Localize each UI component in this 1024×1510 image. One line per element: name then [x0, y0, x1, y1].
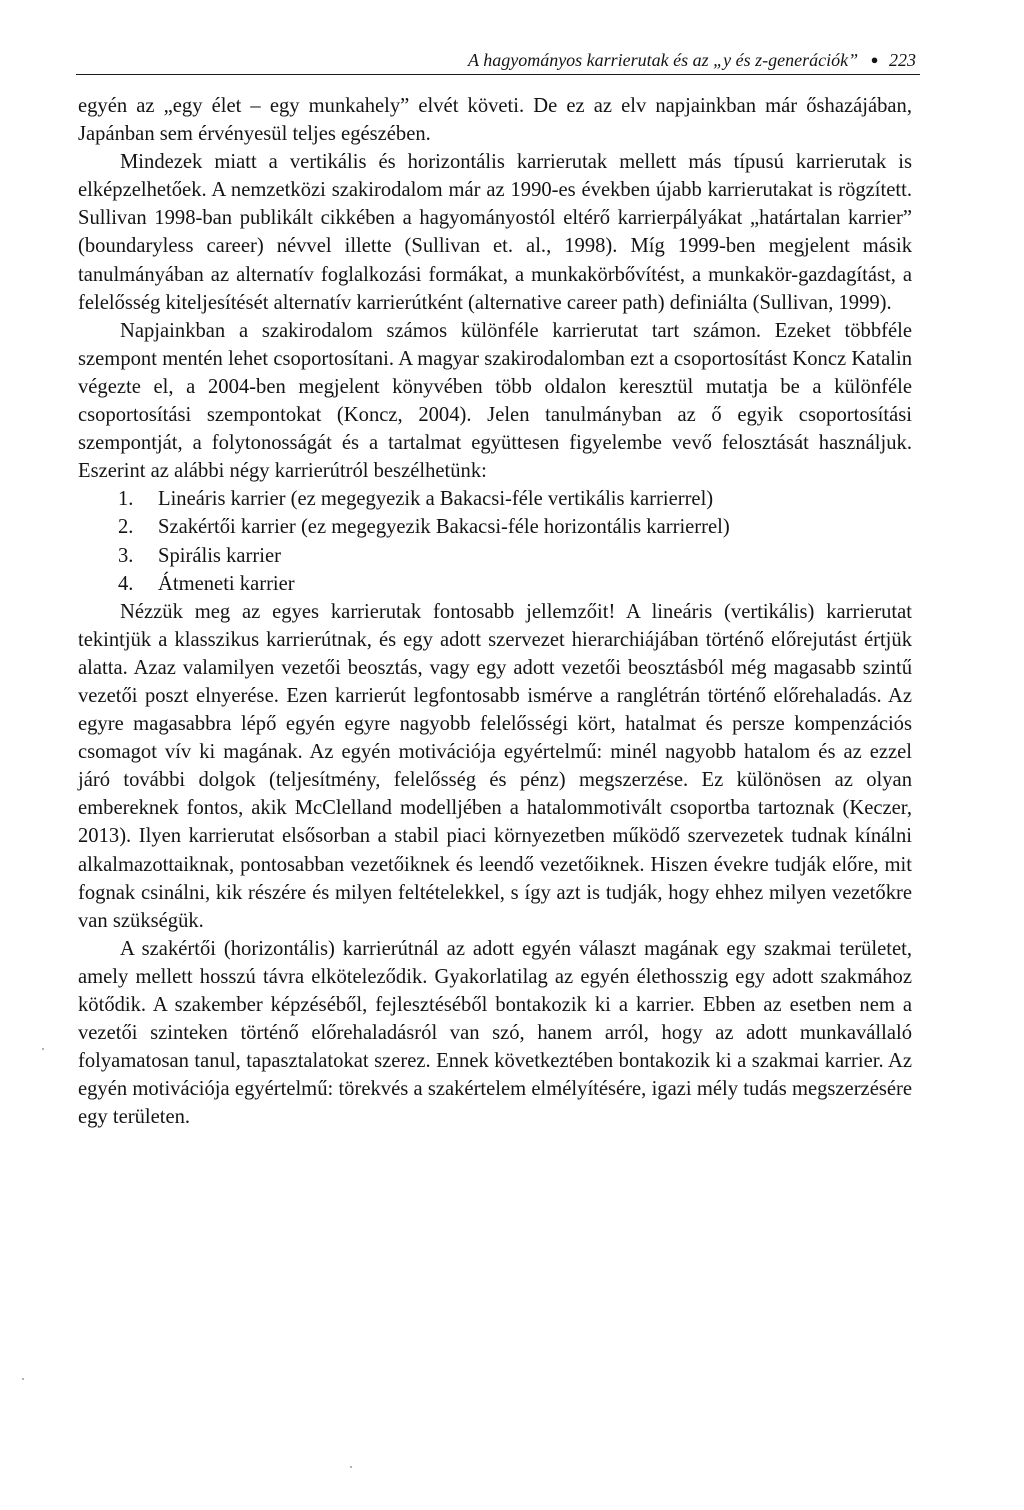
- body-text: [78, 92, 912, 1131]
- list-item-text: Átmeneti karrier: [158, 572, 295, 595]
- scan-speck: [22, 1378, 24, 1380]
- scan-speck: [350, 1466, 352, 1468]
- list-item-number: 4.: [118, 572, 134, 595]
- list-item-number: 2.: [118, 516, 134, 539]
- career-types-list: [78, 485, 912, 597]
- list-item: [78, 542, 912, 570]
- running-head: [468, 50, 916, 71]
- page-number: 223: [889, 50, 916, 70]
- scan-speck: [42, 1048, 44, 1050]
- list-item-text: Spirális karrier: [158, 544, 281, 567]
- list-item: [78, 513, 912, 541]
- list-item-number: 1.: [118, 488, 134, 511]
- bullet-separator: ●: [870, 52, 879, 67]
- list-item-text: Lineáris karrier (ez megegyezik a Bakacsi-féle vertikális karrierrel): [158, 488, 714, 511]
- paragraph-continuation: egyén az „egy élet – egy munkahely” elvét követi. De ez az elv napjainkban már őshazájában, Japánban sem érvényesül teljes egészében.: [78, 95, 912, 146]
- paragraph-career-classification: Napjainkban a szakirodalom számos különféle karrierutat tart számon. Ezeket többféle szempont mentén lehet csoportosítani. A magyar szakirodalomban ezt a csoportosítást Koncz Katalin végezte el, a 2004-ben megjelent könyvében több oldalon keresztül mutatja be a különféle csoportosítási szempontokat (Koncz, 2004). Jelen tanulmányban az ő egyik csoportosítási szempontját, a folytonosságát és a tartalmat együttesen figyelembe vevő felosztását használjuk. Eszerint az alábbi négy karrierútról beszélhetünk:: [78, 319, 912, 483]
- list-item: [78, 570, 912, 598]
- list-item-text: Szakértői karrier (ez megegyezik Bakacsi-féle horizontális karrierrel): [158, 516, 730, 539]
- list-item: [78, 485, 912, 513]
- running-title: A hagyományos karrierutak és az „y és z-generációk”: [468, 50, 859, 70]
- page-header: [76, 44, 920, 75]
- paragraph-alternative-careers: Mindezek miatt a vertikális és horizontális karrierutak mellett más típusú karrierutak is elképzelhetőek. A nemzetközi szakirodalom már az 1990-es években újabb karrierutakat is rögzített. Sullivan 1998-ban publikált cikkében a hagyományostól eltérő karrierpályákat „határtalan karrier” (boundaryless career) névvel illette (Sullivan et. al., 1998). Míg 1999-ben megjelent másik tanulmányában az alternatív foglalkozási formákat, a munkakörbővítést, a munkakör-gazdagítást, a felelősség kiteljesítését alternatív karrierútként (alternative career path) definiálta (Sullivan, 1999).: [78, 151, 912, 314]
- list-item-number: 3.: [118, 544, 134, 567]
- paragraph-expert-career: A szakértői (horizontális) karrierútnál az adott egyén választ magának egy szakmai területet, amely mellett hosszú távra elköteleződik. Gyakorlatilag az egyén élethosszig egy adott szakmához kötődik. A szakember képzéséből, fejlesztéséből bontakozik ki a karrier. Ebben az esetben nem a vezetői szinteken történő előrehaladásról van szó, hanem arról, hogy az adott munkavállaló folyamatosan tanul, tapasztalatokat szerez. Ennek következtében bontakozik ki a szakmai karrier. Az egyén motivációja egyértelmű: törekvés a szakértelem elmélyítésére, igazi mély tudás megszerzésére egy területen.: [78, 937, 912, 1129]
- paragraph-linear-career: Nézzük meg az egyes karrierutak fontosabb jellemzőit! A lineáris (vertikális) karrierutat tekintjük a klasszikus karrierútnak, és egy adott szervezet hierarchiájában történő előrejutást értjük alatta. Azaz valamilyen vezetői beosztás, vagy egy adott vezetői beosztásból még magasabb szintű vezetői poszt elnyerése. Ezen karrierút legfontosabb ismérve a ranglétrán történő előrehaladás. Az egyre magasabbra lépő egyén egyre nagyobb felelősségi kört, hatalmat és persze kompenzációs csomagot vív ki magának. Az egyén motivációja egyértelmű: minél nagyobb hatalom és az ezzel járó további dolgok (teljesítmény, felelősség és pénz) megszerzése. Ez különösen az olyan embereknek fontos, akik McClelland modelljében a hatalommotivált csoportba tartoznak (Keczer, 2013). Ilyen karrierutat elsősorban a stabil piaci környezetben működő szervezetek tudnak kínálni alkalmazottaiknak, pontosabban vezetőiknek és leendő vezetőiknek. Hiszen évekre tudják előre, mit fognak csinálni, kik részére és milyen feltételekkel, s így azt is tudják, hogy ehhez milyen vezetőkre van szükségük.: [78, 600, 912, 932]
